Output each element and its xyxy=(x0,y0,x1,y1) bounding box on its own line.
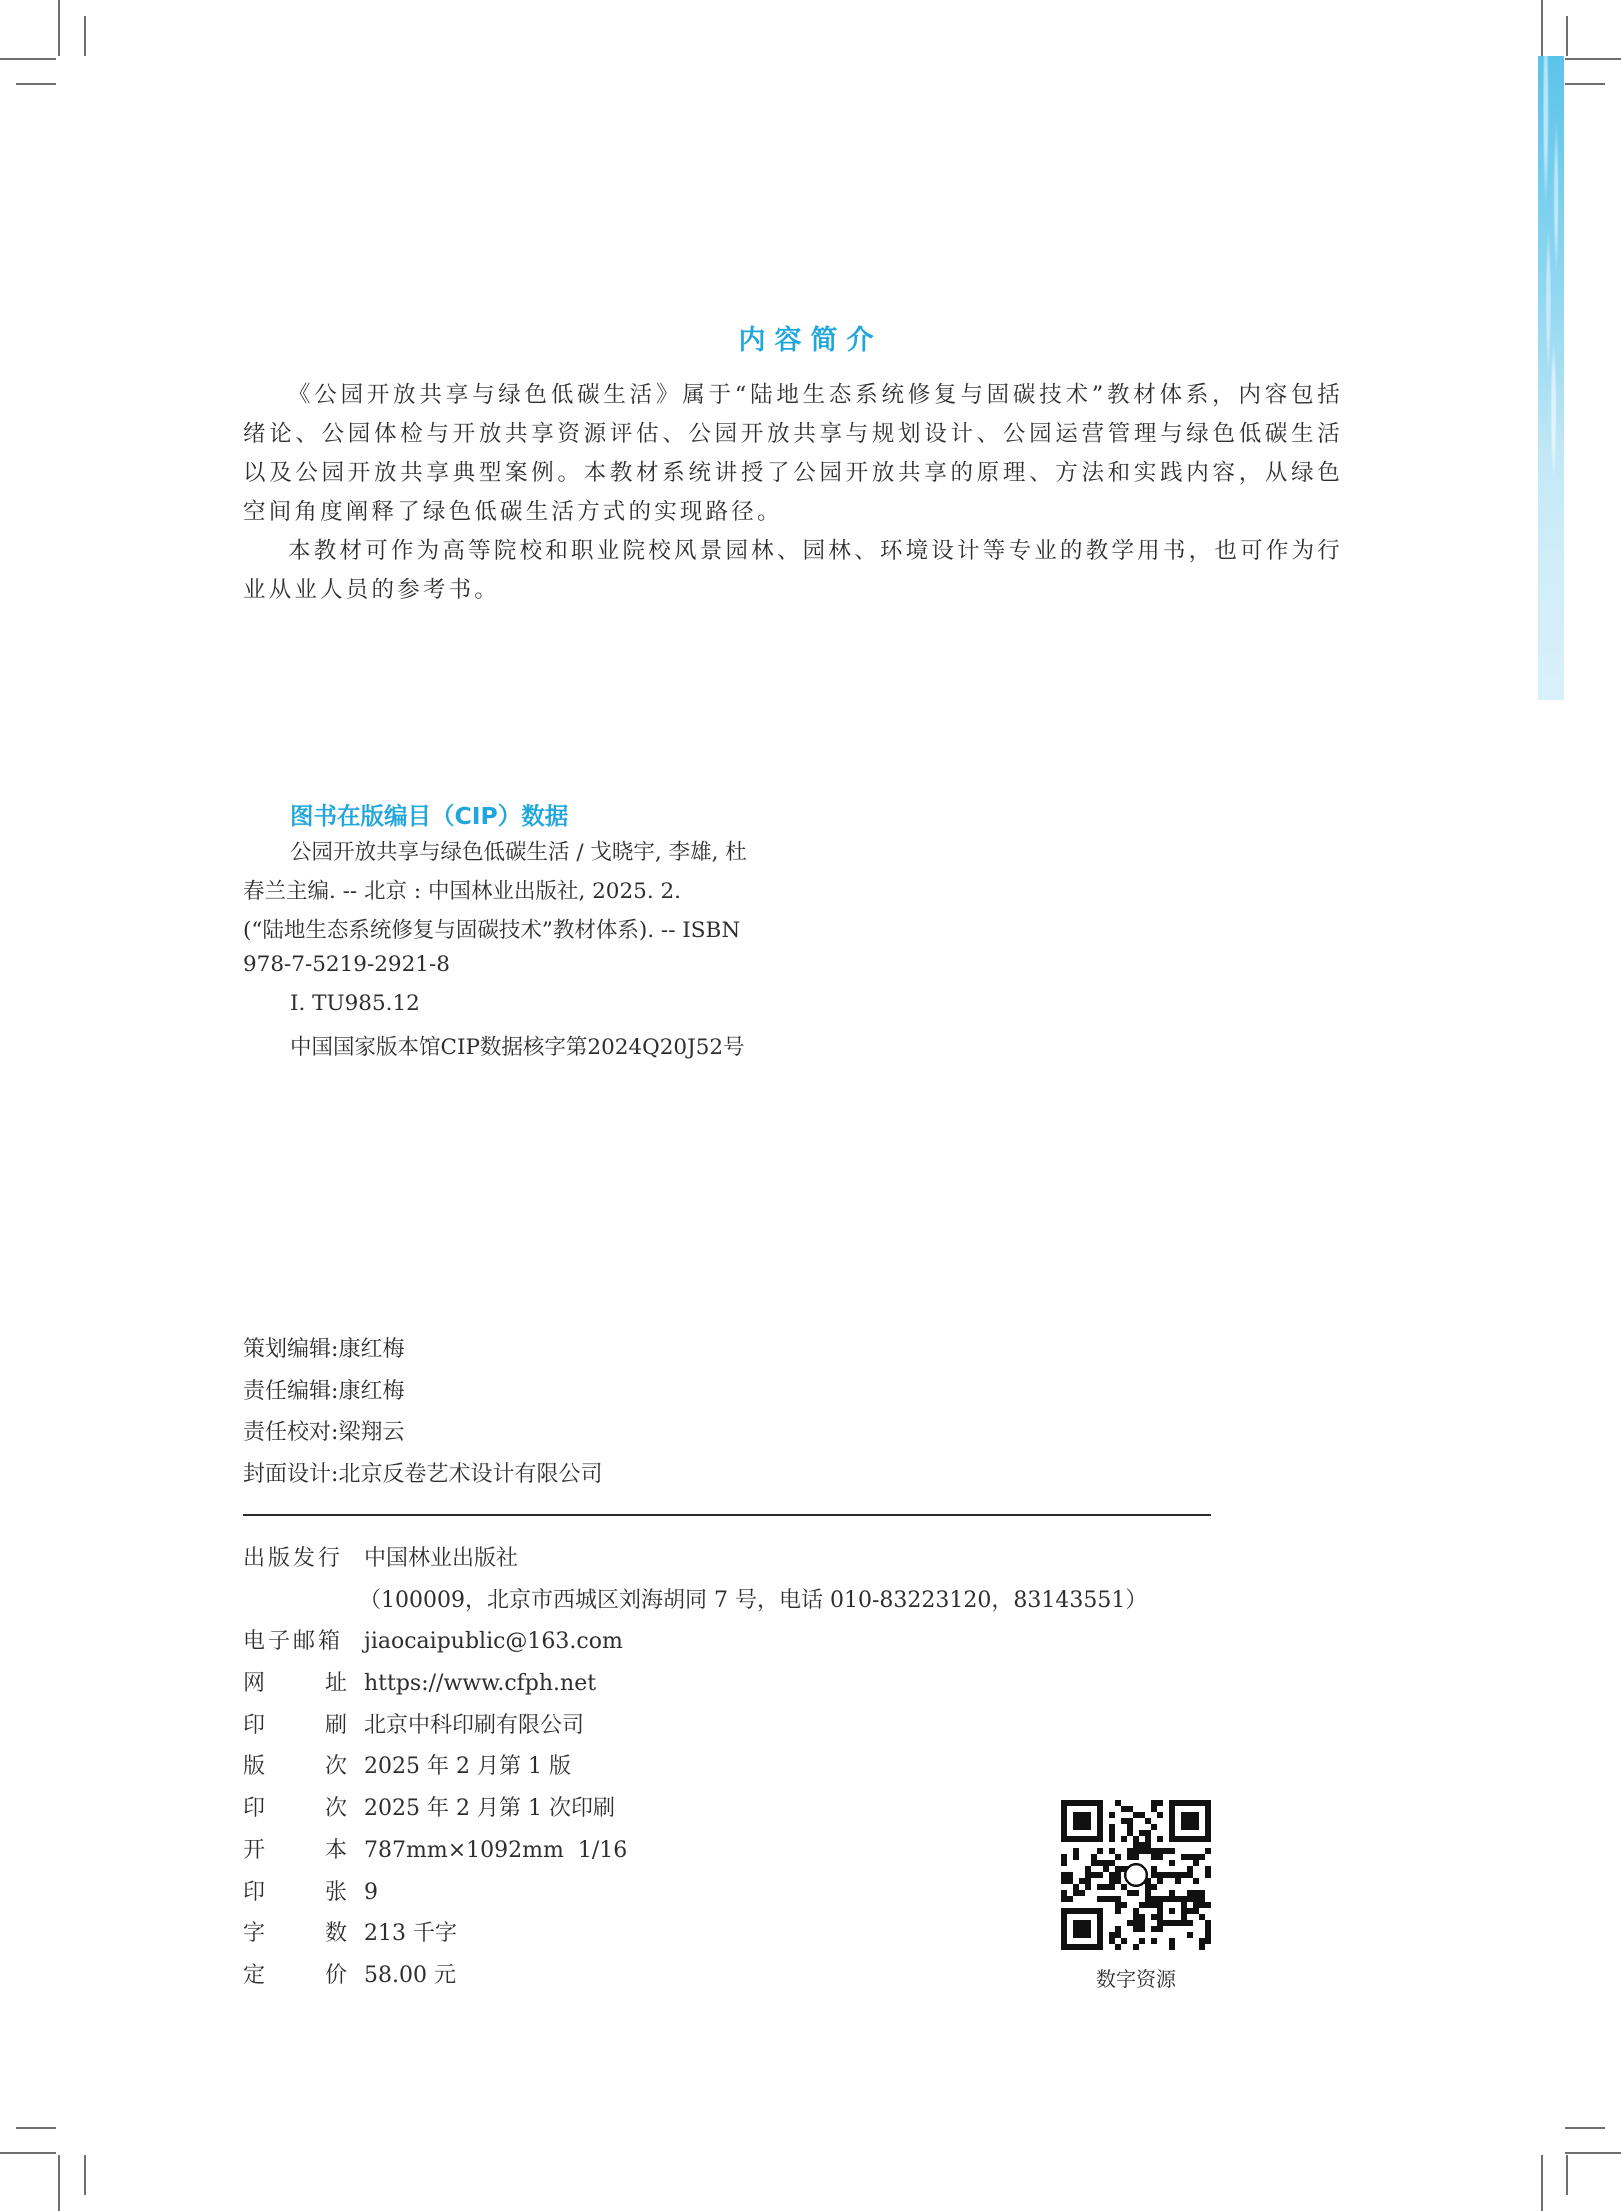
crop-mark xyxy=(1566,2155,1568,2195)
pub-label: 印张 xyxy=(243,1879,347,1905)
cip-line: 978-7-5219-2921-8 xyxy=(243,952,450,977)
pub-label: 开本 xyxy=(243,1837,347,1863)
pub-row xyxy=(243,1585,1148,1627)
pub-label: 定价 xyxy=(243,1962,347,1988)
crop-mark xyxy=(1541,2155,1543,2211)
cip-line: 公园开放共享与绿色低碳生活 / 戈晓宇, 李雄, 杜 xyxy=(290,840,747,865)
pub-value: 787mm×1092mm 1/16 xyxy=(364,1837,628,1863)
crop-mark xyxy=(84,2155,86,2195)
staff-value: 北京反卷艺术设计有限公司 xyxy=(338,1462,603,1488)
crop-mark xyxy=(16,83,56,85)
crop-mark xyxy=(84,16,86,56)
pub-value: （100009，北京市西城区刘海胡同 7 号，电话 010-83223120，83143551） xyxy=(359,1587,1148,1613)
pub-value: 213 千字 xyxy=(364,1921,457,1947)
staff-value: 康红梅 xyxy=(338,1378,405,1404)
staff-label: 责任编辑 xyxy=(243,1378,332,1404)
intro-paragraph: 《公园开放共享与绿色低碳生活》属于“陆地生态系统修复与固碳技术”教材体系，内容包括绪论、公园体检与开放共享资源评估、公园开放共享与规划设计、公园运营管理与绿色低碳生活以及公园开放共享典型案例。本教材系统讲授了公园开放共享的原理、方法和实践内容，从绿色空间角度阐释了绿色低碳生活方式的实现路径。 xyxy=(243,382,1343,525)
pub-label: 网址 xyxy=(243,1671,347,1697)
staff-label: 责任校对 xyxy=(243,1420,332,1446)
pub-value: 2025 年 2 月第 1 版 xyxy=(364,1754,571,1780)
staff-label: 策划编辑 xyxy=(243,1337,332,1362)
crop-mark xyxy=(58,2155,60,2211)
crop-mark xyxy=(1565,58,1621,60)
pub-value: jiaocaipublic@163.com xyxy=(364,1629,623,1655)
staff-row: 责任校对:梁翔云 xyxy=(243,1420,405,1446)
pub-value: 北京中科印刷有限公司 xyxy=(364,1712,585,1738)
staff-row: 责任编辑:康红梅 xyxy=(243,1378,405,1404)
crop-mark xyxy=(1565,2152,1621,2154)
pub-row xyxy=(243,1877,378,1919)
staff-row: 策划编辑:康红梅 xyxy=(243,1337,405,1362)
pub-row xyxy=(243,1793,615,1835)
pub-value: 58.00 元 xyxy=(364,1962,456,1988)
pub-label: 版次 xyxy=(243,1754,347,1780)
pub-row xyxy=(243,1960,456,2002)
pub-label: 电子邮箱 xyxy=(243,1629,344,1655)
crop-mark xyxy=(0,2152,56,2154)
qr-caption: 数字资源 xyxy=(1096,1967,1176,1991)
pub-row xyxy=(243,1626,623,1668)
crop-mark xyxy=(1565,2127,1605,2129)
crop-mark xyxy=(0,58,56,60)
pub-row xyxy=(243,1835,628,1877)
crop-mark xyxy=(1565,83,1605,85)
crop-mark xyxy=(16,2127,56,2129)
divider-rule xyxy=(243,1514,1211,1516)
crop-mark xyxy=(58,0,60,56)
pub-label: 出版发行 xyxy=(243,1546,344,1571)
qr-code-icon[interactable] xyxy=(1061,1800,1211,1950)
cip-heading: 图书在版编目（CIP）数据 xyxy=(290,802,569,830)
staff-row: 封面设计:北京反卷艺术设计有限公司 xyxy=(243,1462,603,1488)
pub-row xyxy=(243,1710,585,1752)
pub-row xyxy=(243,1668,597,1710)
intro-body xyxy=(243,376,1343,610)
cip-line: 春兰主编. -- 北京 : 中国林业出版社, 2025. 2. xyxy=(243,879,682,904)
pub-value: https://www.cfph.net xyxy=(364,1671,597,1697)
crop-mark xyxy=(1541,0,1543,56)
pub-value: 中国林业出版社 xyxy=(364,1546,519,1571)
pub-value: 9 xyxy=(364,1879,378,1905)
cover-image-strip xyxy=(1538,56,1564,700)
pub-row xyxy=(243,1751,571,1793)
pub-row xyxy=(243,1543,519,1585)
pub-label: 字数 xyxy=(243,1921,347,1947)
cip-line: Ⅰ. TU985.12 xyxy=(290,991,420,1016)
staff-value: 康红梅 xyxy=(338,1337,405,1362)
staff-credits xyxy=(243,1334,602,1501)
pub-row xyxy=(243,1918,457,1960)
intro-title: 内容简介 xyxy=(738,325,883,356)
staff-value: 梁翔云 xyxy=(338,1420,405,1446)
staff-label: 封面设计 xyxy=(243,1462,332,1488)
pub-value: 2025 年 2 月第 1 次印刷 xyxy=(364,1796,615,1822)
intro-paragraph: 本教材可作为高等院校和职业院校风景园林、园林、环境设计等专业的教学用书，也可作为行业从业人员的参考书。 xyxy=(243,538,1343,603)
cip-line: 中国国家版本馆CIP数据核字第2024Q20J52号 xyxy=(290,1035,745,1060)
pub-label: 印次 xyxy=(243,1796,347,1822)
crop-mark xyxy=(1566,16,1568,56)
cip-line: (“陆地生态系统修复与固碳技术”教材体系). -- ISBN xyxy=(243,918,741,943)
pub-label: 印刷 xyxy=(243,1712,347,1738)
